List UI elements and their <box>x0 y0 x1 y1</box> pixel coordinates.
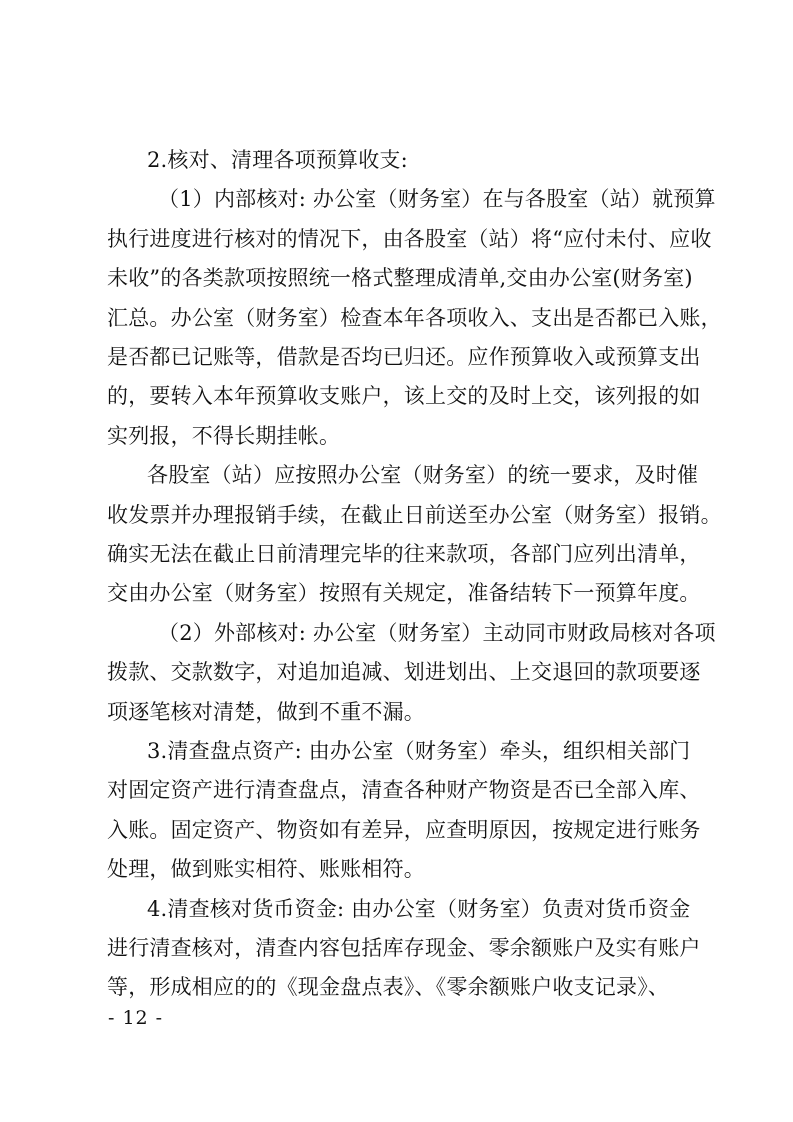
text-line: 拨款、交款数字，对追加追减、划进划出、上交退回的款项要逐 <box>107 660 701 684</box>
text-line: 是否都已记账等，借款是否均已归还。应作预算收入或预算支出 <box>107 345 701 369</box>
text-line: 未收”的各类款项按照统一格式整理成清单,交由办公室(财务室) <box>107 266 693 290</box>
page-number: - 12 - <box>108 1007 164 1029</box>
text-line: 3.清查盘点资产: 由办公室（财务室）牵头，组织相关部门 <box>147 739 691 763</box>
text-line: 的，要转入本年预算收支账户，该上交的及时上交，该列报的如 <box>107 384 701 408</box>
text-line: 处理，做到账实相符、账账相符。 <box>107 857 425 881</box>
text-line: 实列报，不得长期挂帐。 <box>107 424 341 448</box>
text-line: 对固定资产进行清查盘点，清查各种财产物资是否已全部入库、 <box>107 778 701 802</box>
text-line: 各股室（站）应按照办公室（财务室）的统一要求，及时催 <box>147 463 699 487</box>
text-line: 入账。固定资产、物资如有差异，应查明原因，按规定进行账务 <box>107 818 701 842</box>
text-line: （1）内部核对: 办公室（财务室）在与各股室（站）就预算 <box>158 187 716 211</box>
text-line: 收发票并办理报销手续，在截止日前送至办公室（财务室）报销。 <box>107 503 722 527</box>
text-line: （2）外部核对: 办公室（财务室）主动同市财政局核对各项 <box>158 621 716 645</box>
text-line: 项逐笔核对清楚，做到不重不漏。 <box>107 700 425 724</box>
text-line: 4.清查核对货币资金: 由办公室（财务室）负责对货币资金 <box>147 897 691 921</box>
text-line: 汇总。办公室（财务室）检查本年各项收入、支出是否都已入账， <box>107 306 722 330</box>
text-line: 执行进度进行核对的情况下，由各股室（站）将“应付未付、应收 <box>107 227 712 251</box>
text-line: 进行清查核对，清查内容包括库存现金、零余额账户及实有账户 <box>107 936 701 960</box>
text-line: 交由办公室（财务室）按照有关规定，准备结转下一预算年度。 <box>107 581 701 605</box>
text-line: 2.核对、清理各项预算收支: <box>147 148 408 172</box>
text-line: 确实无法在截止日前清理完毕的往来款项，各部门应列出清单， <box>107 542 701 566</box>
text-line: 等，形成相应的的《现金盘点表》、《零余额账户收支记录》、 <box>107 975 670 999</box>
